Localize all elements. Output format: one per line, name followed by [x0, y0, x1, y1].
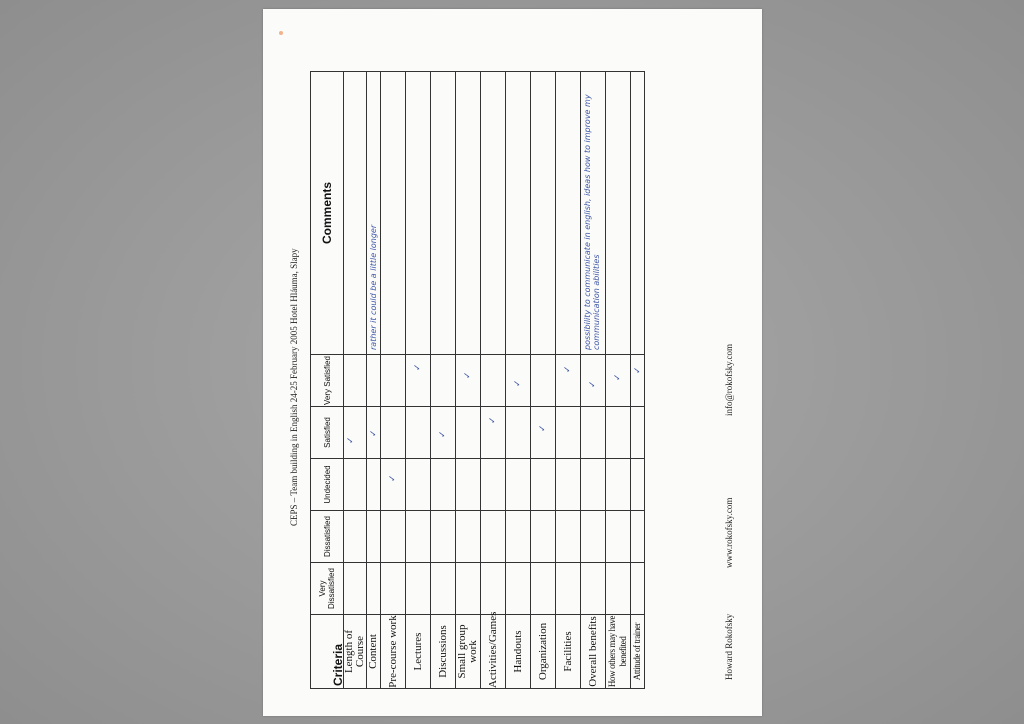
scanned-form-page — [263, 9, 762, 716]
table-header-row — [311, 72, 344, 689]
rating-cell — [606, 407, 631, 459]
rating-cell — [381, 511, 406, 563]
rating-cell — [456, 407, 481, 459]
rating-cell — [456, 511, 481, 563]
table-row — [556, 72, 581, 689]
comment-cell — [556, 72, 581, 355]
rating-cell — [431, 407, 456, 459]
rating-cell — [506, 407, 531, 459]
rating-cell — [406, 459, 431, 511]
rating-cell — [381, 355, 406, 407]
rating-cell — [431, 355, 456, 407]
rating-cell — [481, 563, 506, 615]
rating-header-undecided: Undecided — [311, 459, 344, 511]
rating-cell — [367, 459, 381, 511]
rating-cell — [581, 563, 606, 615]
rating-cell — [531, 563, 556, 615]
table-row — [531, 72, 556, 689]
rating-cell — [531, 459, 556, 511]
criteria-label: Pre-course work — [381, 615, 406, 689]
criteria-label: Length of Course — [344, 615, 367, 689]
rating-cell — [406, 563, 431, 615]
comment-cell — [631, 72, 645, 355]
comment-cell — [506, 72, 531, 355]
comment-cell — [581, 72, 606, 355]
rating-cell — [481, 355, 506, 407]
rating-cell — [381, 407, 406, 459]
rating-cell — [631, 407, 645, 459]
criteria-header: Criteria — [311, 615, 344, 689]
criteria-label: Facilities — [556, 615, 581, 689]
table-row — [506, 72, 531, 689]
rating-cell — [344, 355, 367, 407]
rating-cell — [406, 511, 431, 563]
rating-cell — [367, 511, 381, 563]
table-row — [367, 72, 381, 689]
rating-cell — [631, 355, 645, 407]
check-mark-icon: ✓ — [613, 373, 623, 381]
rating-cell — [431, 563, 456, 615]
course-header: CEPS – Team building in English 24-25 February 2005 Hotel Hláuma, Slapy — [289, 248, 299, 526]
table-row — [631, 72, 645, 689]
check-mark-icon: ✓ — [563, 365, 573, 373]
rating-cell — [344, 407, 367, 459]
paper-spot — [279, 31, 283, 35]
comment-cell — [381, 72, 406, 355]
handwritten-comment: possibility to communicate in english, ideas how to improve my communication abilities — [583, 94, 601, 350]
check-mark-icon: ✓ — [368, 429, 379, 437]
table-row — [406, 72, 431, 689]
rating-cell — [581, 459, 606, 511]
check-mark-icon: ✓ — [632, 366, 643, 374]
rating-cell — [481, 459, 506, 511]
rating-cell — [506, 563, 531, 615]
check-mark-icon: ✓ — [538, 424, 548, 432]
comment-cell — [431, 72, 456, 355]
handwritten-comment: rather it could be a little longer — [369, 224, 378, 350]
criteria-label: How others may have benefited — [606, 615, 631, 689]
rating-cell — [506, 459, 531, 511]
rating-cell — [344, 563, 367, 615]
rating-header-very-satisfied: Very Satisfied — [311, 355, 344, 407]
comment-cell — [367, 72, 381, 355]
rating-cell — [506, 511, 531, 563]
rotated-form-content — [263, 94, 762, 716]
table-row — [456, 72, 481, 689]
check-mark-icon: ✓ — [388, 474, 398, 482]
rating-cell — [344, 511, 367, 563]
rating-cell — [456, 355, 481, 407]
rating-cell — [531, 511, 556, 563]
rating-cell — [381, 459, 406, 511]
rating-cell — [531, 355, 556, 407]
rating-cell — [456, 563, 481, 615]
criteria-label: Activities/Games — [481, 615, 506, 689]
rating-cell — [631, 459, 645, 511]
check-mark-icon: ✓ — [345, 436, 356, 444]
check-mark-icon: ✓ — [413, 363, 423, 371]
comment-cell — [481, 72, 506, 355]
footer-website: www.rokofsky.com — [724, 497, 734, 568]
rating-cell — [631, 511, 645, 563]
criteria-label: Overall benefits — [581, 615, 606, 689]
rating-cell — [556, 407, 581, 459]
rating-cell — [606, 563, 631, 615]
criteria-label: Lectures — [406, 615, 431, 689]
check-mark-icon: ✓ — [463, 371, 473, 379]
rating-cell — [581, 511, 606, 563]
rating-cell — [367, 563, 381, 615]
evaluation-table — [310, 71, 645, 689]
criteria-label: Content — [367, 615, 381, 689]
rating-cell — [556, 459, 581, 511]
rating-cell — [556, 355, 581, 407]
criteria-label: Attitude of trainer — [631, 615, 645, 689]
table-row — [344, 72, 367, 689]
rating-cell — [506, 355, 531, 407]
rating-cell — [581, 355, 606, 407]
comment-cell — [406, 72, 431, 355]
rating-cell — [606, 355, 631, 407]
rating-cell — [631, 563, 645, 615]
rating-cell — [456, 459, 481, 511]
rating-cell — [406, 355, 431, 407]
check-mark-icon: ✓ — [513, 379, 523, 387]
rating-header-satisfied: Satisfied — [311, 407, 344, 459]
rating-cell — [481, 511, 506, 563]
check-mark-icon: ✓ — [588, 380, 598, 388]
table-row — [481, 72, 506, 689]
check-mark-icon: ✓ — [488, 416, 498, 424]
rating-cell — [531, 407, 556, 459]
rating-cell — [431, 511, 456, 563]
footer-email: info@rokofsky.com — [724, 344, 734, 416]
table-row — [581, 72, 606, 689]
rating-cell — [406, 407, 431, 459]
rating-cell — [367, 355, 381, 407]
rating-cell — [367, 407, 381, 459]
comment-cell — [344, 72, 367, 355]
rating-cell — [556, 563, 581, 615]
footer-name: Howard Rokofsky — [724, 613, 734, 680]
rating-cell — [381, 563, 406, 615]
rating-cell — [481, 407, 506, 459]
rating-header-dissatisfied: Dissatisfied — [311, 511, 344, 563]
table-row — [381, 72, 406, 689]
comment-cell — [531, 72, 556, 355]
comments-header: Comments — [311, 72, 344, 355]
criteria-label: Handouts — [506, 615, 531, 689]
comment-cell — [606, 72, 631, 355]
rating-header-very-dissatisfied: Very Dissatisfied — [311, 563, 344, 615]
check-mark-icon: ✓ — [438, 430, 448, 438]
rating-cell — [431, 459, 456, 511]
table-row — [431, 72, 456, 689]
rating-cell — [581, 407, 606, 459]
rating-cell — [344, 459, 367, 511]
table-row — [606, 72, 631, 689]
criteria-label: Discussions — [431, 615, 456, 689]
criteria-label: Small group work — [456, 615, 481, 689]
rating-cell — [606, 459, 631, 511]
rating-cell — [556, 511, 581, 563]
criteria-label: Organization — [531, 615, 556, 689]
rating-cell — [606, 511, 631, 563]
comment-cell — [456, 72, 481, 355]
